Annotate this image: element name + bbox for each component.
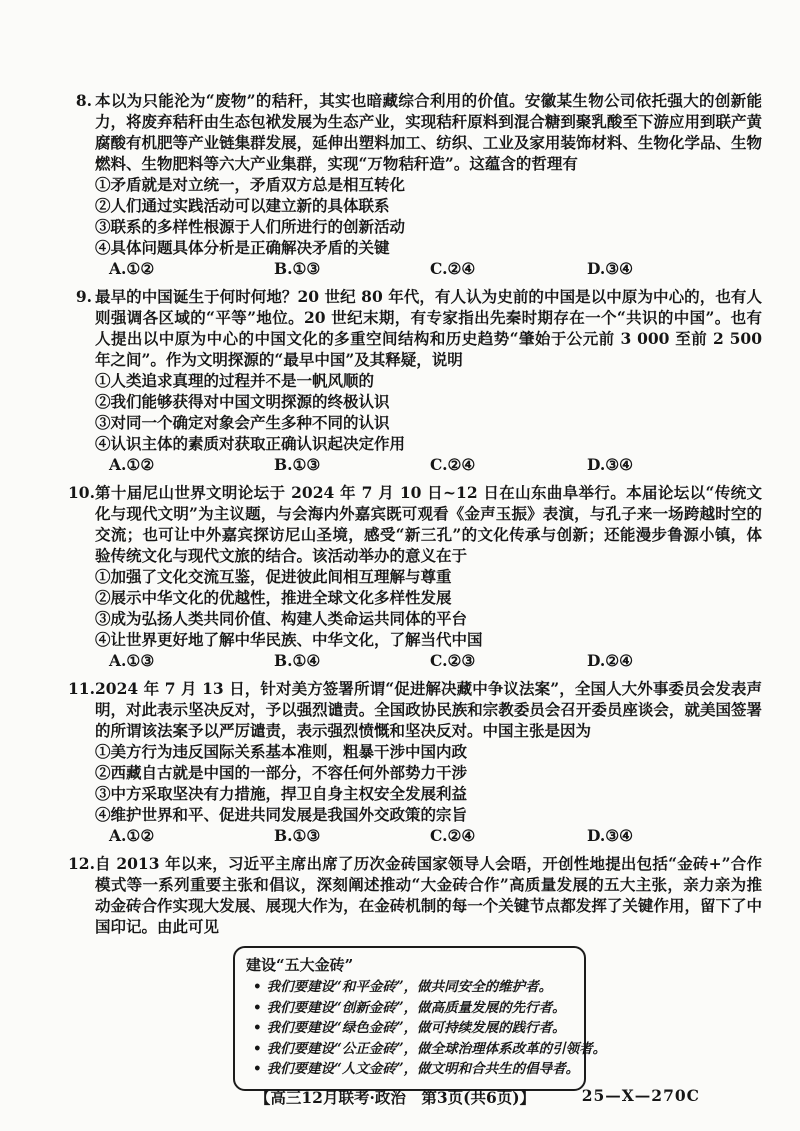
box-bullet-text: 我们要建设“创新金砖”，做高质量发展的先行者。 (266, 999, 566, 1016)
option-a: A.①② (109, 826, 155, 845)
bullet-icon: • (253, 1040, 262, 1057)
statement-3: ③成为弘扬人类共同价值、构建人类命运共同体的平台 (95, 609, 468, 628)
options-row (95, 258, 762, 279)
question-stem (75, 90, 762, 174)
option-c: C.②④ (430, 826, 476, 845)
box-title: 建设“五大金砖” (246, 956, 354, 974)
question-number: 11. (68, 679, 95, 698)
option-a: A.①② (109, 259, 155, 278)
box-bullet-text: 我们要建设“公正金砖”，做全球治理体系改革的引领者。 (266, 1040, 607, 1057)
statement-3: ③对同一个确定对象会产生多种不同的认识 (95, 413, 390, 432)
option-b: B.①④ (274, 651, 321, 670)
option-a: A.①③ (109, 651, 155, 670)
statement-4: ④维护世界和平、促进共同发展是我国外交政策的宗旨 (95, 805, 468, 824)
brics-materials-box (233, 946, 607, 1091)
bullet-icon: • (253, 1061, 262, 1077)
statement-1: ①人类追求真理的过程并不是一帆风顺的 (95, 371, 375, 390)
question-8 (68, 90, 762, 279)
bullet-icon: • (253, 979, 262, 995)
question-11 (68, 678, 762, 846)
option-b: B.①③ (274, 259, 321, 278)
question-10 (68, 482, 762, 671)
statement-2: ②西藏自古就是中国的一部分，不容任何外部势力干涉 (95, 763, 468, 782)
option-d: D.③④ (587, 826, 634, 845)
question-number: 9. (75, 287, 92, 306)
option-d: D.③④ (587, 259, 634, 278)
statement-4: ④具体问题具体分析是正确解决矛盾的关键 (95, 238, 390, 257)
exam-content (68, 90, 762, 1098)
option-c: C.②③ (430, 651, 476, 670)
box-bullet-text: 我们要建设“人文金砖”，做文明和合共生的倡导者。 (266, 1061, 580, 1077)
box-bullet-3 (246, 1018, 573, 1039)
box-bullet-2 (246, 998, 573, 1019)
statement-4: ④让世界更好地了解中华民族、中华文化，了解当代中国 (95, 630, 483, 649)
statement-2: ②展示中华文化的优越性，推进全球文化多样性发展 (95, 588, 452, 607)
bullet-icon: • (253, 999, 262, 1016)
question-stem-text: 第十届尼山世界文明论坛于 2024 年 7 月 10 日~12 日在山东曲阜举行。本届论坛以“传统文化与现代文明”为主议题，与会海内外嘉宾既可观看《金声玉振》表演，与孔子来一场跨越时空的交流；也可让中外嘉宾探访尼山圣境，感受“新三孔”的文化传承与创新；还能漫步鲁源小镇，体验传统文化与现代文旅的结合。该活动举办的意义在于 (95, 483, 762, 565)
page-footer (0, 1086, 800, 1108)
statement-1: ①加强了文化交流互鉴，促进彼此间相互理解与尊重 (95, 567, 452, 586)
footer-exam-title-page: 【高三12月联考·政治 第3页(共6页)】 (254, 1088, 536, 1107)
statement-1: ①矛盾就是对立统一，矛盾双方总是相互转化 (95, 175, 406, 194)
question-stem-text: 2024 年 7 月 13 日，针对美方签署所谓“促进解决藏中争议法案”，全国人大外事委员会发表声明，对此表示坚决反对，予以强烈谴责。全国政协民族和宗教委员会召开委员座谈会，就美国签署的所谓该法案予以严厉谴责，表示强烈愤慨和坚决反对。中国主张是因为 (95, 679, 762, 740)
option-d: D.③④ (587, 455, 634, 474)
question-stem (68, 482, 762, 566)
option-c: C.②④ (430, 259, 476, 278)
question-stem (68, 678, 762, 741)
question-12 (68, 853, 762, 1091)
option-b: B.①③ (274, 455, 321, 474)
question-stem (68, 853, 762, 937)
statement-1: ①美方行为违反国际关系基本准则，粗暴干涉中国内政 (95, 742, 468, 761)
question-9 (68, 286, 762, 475)
question-number: 10. (68, 483, 95, 502)
statement-2: ②我们能够获得对中国文明探源的终极认识 (95, 392, 390, 411)
statement-3: ③中方采取坚决有力措施，捍卫自身主权安全发展利益 (95, 784, 468, 803)
question-stem (75, 286, 762, 370)
option-a: A.①② (109, 455, 155, 474)
option-b: B.①③ (274, 826, 321, 845)
question-stem-text: 自 2013 年以来，习近平主席出席了历次金砖国家领导人会晤，开创性地提出包括“金砖+”合作模式等一系列重要主张和倡议，深刻阐述推动“大金砖合作”高质量发展的五大主张，亲力亲为推动金砖合作实现大发展、展现大作为，在金砖机制的每一个关键节点都发挥了关键作用，留下了中国印记。由此可见 (95, 854, 762, 936)
statement-3: ③联系的多样性根源于人们所进行的创新活动 (95, 217, 406, 236)
options-row (95, 650, 762, 671)
box-bullet-4 (246, 1039, 607, 1060)
question-stem-text: 本以为只能沦为“废物”的秸秆，其实也暗藏综合利用的价值。安徽某生物公司依托强大的创新能力，将废弃秸秆由生态包袱发展为生态产业，实现秸秆原料到混合糖到聚乳酸至下游应用到联产黄腐酸有机肥等产业链集群发展，延伸出塑料加工、纺织、工业及家用装饰材料、生物化学品、生物燃料、生物肥料等六大产业集群，实现“万物秸秆造”。这蕴含的哲理有 (95, 91, 762, 173)
footer-paper-code: 25—X—270C (581, 1086, 700, 1105)
box-bullet-text: 我们要建设“和平金砖”，做共同安全的维护者。 (266, 979, 553, 995)
option-c: C.②④ (430, 455, 476, 474)
box-bullet-1 (246, 977, 573, 998)
question-stem-text: 最早的中国诞生于何时何地？20 世纪 80 年代，有人认为史前的中国是以中原为中心的，也有人则强调各区域的“平等”地位。20 世纪末期，有专家指出先秦时期存在一个“共识的中国”。也有人提出以中原为中心的中国文化的多重空间结构和历史趋势“肇始于公元前 3 000 至前 2 500 年之间”。作为文明探源的“最早中国”及其释疑，说明 (95, 287, 762, 369)
options-row (95, 454, 762, 475)
box-bullet-5 (246, 1059, 580, 1080)
options-row (95, 825, 762, 846)
statement-2: ②人们通过实践活动可以建立新的具体联系 (95, 196, 390, 215)
bullet-icon: • (253, 1020, 262, 1036)
option-d: D.②④ (587, 651, 634, 670)
statement-4: ④认识主体的素质对获取正确认识起决定作用 (95, 434, 406, 453)
box-bullet-text: 我们要建设“绿色金砖”，做可持续发展的践行者。 (266, 1020, 566, 1036)
question-number: 12. (68, 854, 95, 873)
question-number: 8. (75, 91, 92, 110)
